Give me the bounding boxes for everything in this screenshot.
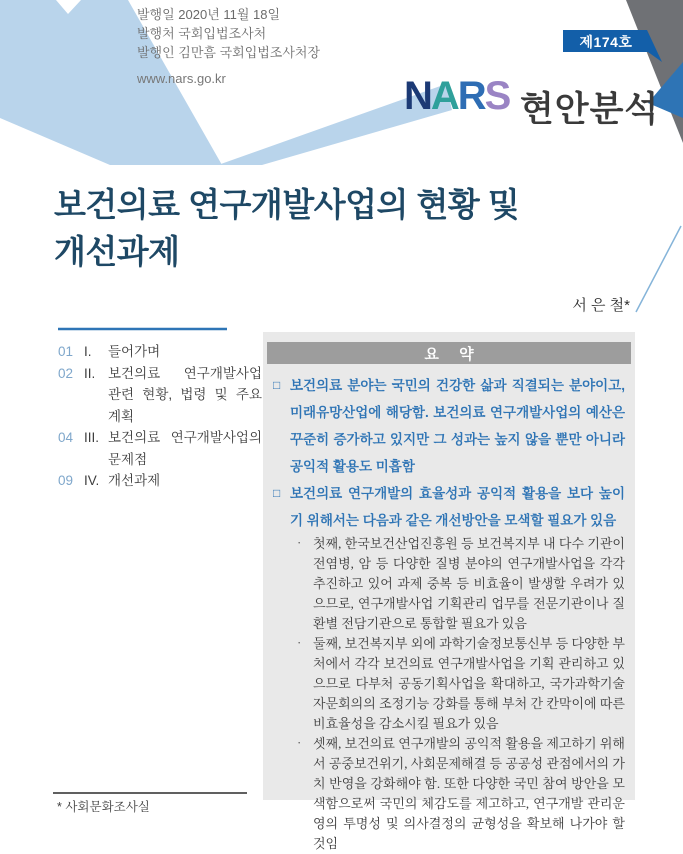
summary-subitem-text: 첫째, 한국보건산업진흥원 등 보건복지부 내 다수 기관이 전염병, 암 등 다양한 질병 분야의 연구개발사업을 각각 추진하고 있어 과제 중복 등 비효율이 발생할 우려가 있으므로, 연구개발사업 기획관리 업무를 전문기관이나 질환별 전담기관으로 통합할 필요가 있음 (313, 536, 625, 631)
toc-item-3 (58, 427, 262, 470)
logo-letter-a: A (430, 74, 458, 118)
publisher: 발행처 국회입법조사처 (137, 26, 267, 41)
square-bullet-icon: □ (273, 378, 281, 392)
summary-subitem-text: 둘째, 보건복지부 외에 과학기술정보통신부 등 다양한 부처에서 각각 보건의료 연구개발사업을 기획 관리하고 있으므로 다부처 공동기획사업을 확대하고, 국가과학기술자문회의의 조정기능 강화를 통해 부처 간 칸막이에 따른 비효율성을 감소시킬 필요가 있음 (313, 636, 625, 731)
summary-header-bar: 요 약 (267, 342, 631, 364)
toc-item-label: 보건의료 연구개발사업의 문제점 (108, 430, 262, 467)
toc-item-label: 보건의료 연구개발사업 관련 현황, 법령 및 주요 계획 (108, 365, 262, 424)
toc-item-1 (58, 341, 262, 363)
toc-page-number: 02 (58, 365, 74, 381)
summary-subitem-1 (273, 534, 625, 634)
toc-numeral: III. (84, 430, 100, 445)
author-affiliation-footnote: * 사회문화조사실 (57, 800, 150, 814)
publication-info (137, 5, 320, 88)
nars-logo (404, 76, 509, 116)
toc-item-label: 들어가며 (108, 344, 161, 359)
toc-page-number: 09 (58, 473, 74, 488)
summary-item-text: 보건의료 분야는 국민의 건강한 삶과 직결되는 분야이고, 미래유망산업에 해당함. 보건의료 연구개발사업의 예산은 꾸준히 증가하고 있지만 그 성과는 높지 않을 뿐만 아니라 공익적 활용도 미흡함 (290, 378, 625, 474)
series-title: 현안분석 (520, 90, 660, 129)
page-title-line1: 보건의료 연구개발사업의 현황 및 (54, 186, 520, 223)
author-name: 서 은 철* (572, 297, 630, 314)
issue-number-badge: 제174호 (579, 33, 633, 50)
summary-subitem-text: 셋째, 보건의료 연구개발의 공익적 활용을 제고하기 위해서 공중보건위기, 사회문제해결 등 공공성 관점에서의 가치 반영을 강화해야 함. 또한 다양한 국민 참여 방안을 모색함으로써 국민의 체감도를 제고하고, 연구개발 관리운영의 투명성 및 의사결정의 균형성을 확보해 나가야 할 것임 (313, 736, 625, 851)
square-bullet-icon: □ (273, 486, 281, 500)
logo-letter-n: N (404, 74, 431, 118)
dot-bullet-icon: · (297, 635, 302, 650)
summary-item-2 (273, 480, 625, 534)
summary-subitem-3 (273, 734, 625, 854)
publisher-person: 발행인 김만흠 국회입법조사처장 (137, 45, 321, 60)
toc-numeral: II. (84, 365, 96, 381)
toc-page-number: 01 (58, 344, 74, 359)
toc-item-2 (58, 363, 262, 428)
logo-letter-r: R (457, 74, 485, 118)
toc-numeral: I. (84, 344, 92, 359)
publication-date: 발행일 2020년 11월 18일 (137, 7, 281, 22)
toc-page-number: 04 (58, 430, 74, 445)
summary-content (263, 364, 635, 854)
summary-item-1 (273, 372, 625, 480)
summary-item-text: 보건의료 연구개발의 효율성과 공익적 활용을 보다 높이기 위해서는 다음과 같은 개선방안을 모색할 필요가 있음 (290, 486, 625, 528)
summary-box (263, 332, 635, 851)
table-of-contents (58, 341, 262, 492)
toc-numeral: IV. (84, 473, 100, 488)
page-title (54, 181, 594, 275)
dot-bullet-icon: · (297, 735, 302, 750)
website-url: www.nars.go.kr (137, 71, 226, 86)
logo-letter-s: S (484, 74, 510, 118)
dot-bullet-icon: · (297, 535, 302, 550)
toc-item-label: 개선과제 (108, 473, 161, 488)
page-title-line2: 개선과제 (54, 233, 180, 270)
summary-subitem-2 (273, 634, 625, 734)
toc-item-4 (58, 470, 262, 492)
